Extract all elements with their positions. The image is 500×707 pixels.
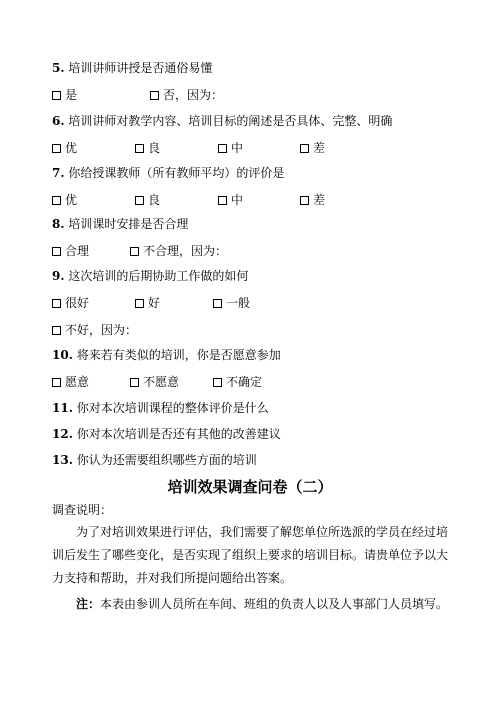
option-q6-good[interactable]: 良 <box>135 140 160 156</box>
option-q5-yes[interactable]: 是 <box>52 87 77 103</box>
note-paragraph <box>52 593 452 616</box>
option-q8-unreasonable[interactable]: 不合理，因为： <box>130 243 227 259</box>
option-q10-willing[interactable]: 愿意 <box>52 374 89 390</box>
question-number: 5. <box>52 61 65 75</box>
option-q6-excellent[interactable]: 优 <box>52 140 77 156</box>
option-q8-reasonable[interactable]: 合理 <box>52 243 89 259</box>
checkbox[interactable] <box>135 299 144 308</box>
checkbox[interactable] <box>218 196 227 205</box>
question-text: 这次培训的后期协助工作做的如何 <box>68 269 249 283</box>
note-text: 本表由参训人员所在车间、班组的负责人以及人事部门人员填写。 <box>100 597 449 611</box>
checkbox[interactable] <box>213 378 222 387</box>
question-8 <box>52 216 188 232</box>
option-q7-excellent[interactable]: 优 <box>52 192 77 208</box>
checkbox[interactable] <box>218 144 227 153</box>
checkbox[interactable] <box>300 144 309 153</box>
question-5 <box>52 60 212 76</box>
question-number: 10. <box>52 348 73 362</box>
checkbox[interactable] <box>52 378 61 387</box>
checkbox[interactable] <box>52 144 61 153</box>
instructions-paragraph: 为了对培训效果进行评估，我们需要了解您单位所选派的学员在经过培训后发生了哪些变化，是否实现了组织上要求的培训目标。请贵单位予以大力支持和帮助，并对我们所提问题给出答案。 <box>52 525 449 585</box>
checkbox[interactable] <box>213 299 222 308</box>
option-q10-unsure[interactable]: 不确定 <box>213 374 262 390</box>
question-text: 培训讲师讲授是否通俗易懂 <box>68 61 213 75</box>
checkbox[interactable] <box>52 91 61 100</box>
option-q9-very-good[interactable]: 很好 <box>52 295 89 311</box>
option-q9-average[interactable]: 一般 <box>213 295 250 311</box>
checkbox[interactable] <box>52 299 61 308</box>
question-text: 你对本次培训课程的整体评价是什么 <box>76 401 269 415</box>
question-text: 你认为还需要组织哪些方面的培训 <box>76 453 257 467</box>
checkbox[interactable] <box>52 326 61 335</box>
question-text: 培训讲师对教学内容、培训目标的阐述是否具体、完整、明确 <box>68 114 393 128</box>
question-text: 你给授课教师（所有教师平均）的评价是 <box>68 166 285 180</box>
checkbox[interactable] <box>135 196 144 205</box>
question-9 <box>52 268 248 284</box>
checkbox[interactable] <box>52 247 61 256</box>
question-number: 12. <box>52 427 73 441</box>
option-q7-good[interactable]: 良 <box>135 192 160 208</box>
option-q6-fair[interactable]: 中 <box>218 140 243 156</box>
checkbox[interactable] <box>130 247 139 256</box>
option-q10-unwilling[interactable]: 不愿意 <box>130 374 179 390</box>
question-text: 将来若有类似的培训，你是否愿意参加 <box>76 348 281 362</box>
question-text: 你对本次培训是否还有其他的改善建议 <box>76 427 281 441</box>
question-12 <box>52 426 281 442</box>
question-number: 9. <box>52 269 65 283</box>
instructions-label: 调查说明： <box>52 503 113 517</box>
question-number: 8. <box>52 217 65 231</box>
option-q9-not-good[interactable]: 不好，因为： <box>52 322 137 338</box>
checkbox[interactable] <box>150 91 159 100</box>
question-number: 6. <box>52 114 65 128</box>
question-number: 11. <box>52 401 73 415</box>
question-6 <box>52 113 392 129</box>
question-13 <box>52 452 257 468</box>
option-q7-fair[interactable]: 中 <box>218 192 243 208</box>
question-7 <box>52 165 284 181</box>
checkbox[interactable] <box>135 144 144 153</box>
question-number: 7. <box>52 166 65 180</box>
option-q9-good[interactable]: 好 <box>135 295 160 311</box>
checkbox[interactable] <box>130 378 139 387</box>
option-q7-poor[interactable]: 差 <box>300 192 325 208</box>
option-q6-poor[interactable]: 差 <box>300 140 325 156</box>
note-label: 注： <box>76 597 101 611</box>
section-title: 培训效果调查问卷（二） <box>167 478 333 496</box>
option-q5-no[interactable]: 否，因为： <box>150 87 223 103</box>
question-10 <box>52 347 281 363</box>
checkbox[interactable] <box>52 196 61 205</box>
question-text: 培训课时安排是否合理 <box>68 217 189 231</box>
checkbox[interactable] <box>300 196 309 205</box>
question-number: 13. <box>52 453 73 467</box>
question-11 <box>52 400 269 416</box>
